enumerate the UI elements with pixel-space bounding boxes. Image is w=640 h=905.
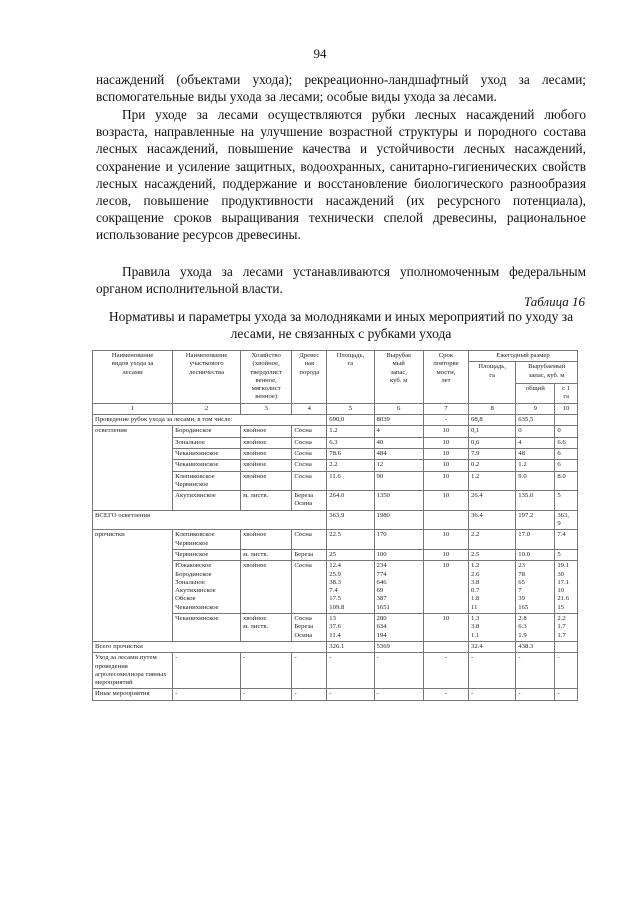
table-cell: 0: [555, 426, 578, 437]
table-cell: 234 774 646 69 387 1651: [374, 561, 423, 614]
header-period: Срок повторяе мости, лет: [423, 351, 468, 404]
table-cell: 6.6: [555, 437, 578, 448]
table-cell: 22.5: [327, 530, 374, 550]
table-cell: 68,8: [469, 415, 516, 426]
header-volume: Вырубае мый запас, куб. м: [374, 351, 423, 404]
table-cell: [555, 415, 578, 426]
table-cell: [423, 510, 468, 530]
table-cell: хвойное: [240, 460, 291, 471]
group-total-label: Всего прочистки: [93, 641, 327, 652]
table-cell: 1980: [374, 510, 423, 530]
table-cell: -: [240, 689, 291, 700]
paragraph-3: Правила ухода за лесами устанавливаются уполномоченным федеральным органом исполнительной власти.: [96, 264, 586, 297]
table-cell: хвойное: [240, 561, 291, 614]
table-cell: 1.2: [516, 460, 555, 471]
table-cell: 48: [516, 448, 555, 459]
table-cell: 90: [374, 471, 423, 491]
table-cell: 2.2 1.7 1.7: [555, 614, 578, 642]
table-cell: 5369: [374, 641, 423, 652]
table-cell: 10: [423, 530, 468, 550]
table-cell: 363, 9: [555, 510, 578, 530]
table-cell: 1.3 3.8 1.1: [469, 614, 516, 642]
table-body: [93, 415, 578, 701]
table-cell: Сосна Береза Осина: [292, 614, 327, 642]
table-cell: 280 634 194: [374, 614, 423, 642]
group-total-row: [93, 510, 578, 530]
table-cell: Бородинское: [173, 426, 241, 437]
column-index: 6: [374, 403, 423, 414]
table-cell: 7.9: [469, 448, 516, 459]
table-cell: хвойное: [240, 448, 291, 459]
table-cell: 2.2: [469, 530, 516, 550]
table-cell: -: [469, 689, 516, 700]
table-cell: 326.1: [327, 641, 374, 652]
table-cell: Чеканихинское: [173, 614, 241, 642]
table-cell: -: [374, 653, 423, 689]
work-kind-cell: Иные мероприятия: [93, 689, 173, 700]
table-cell: 2.8 6.3 1.9: [516, 614, 555, 642]
table-cell: [555, 641, 578, 652]
table-cell: Клепиковское Червинское: [173, 530, 241, 550]
table-cell: 5: [555, 491, 578, 511]
table-cell: 0,1: [469, 426, 516, 437]
table-cell: Чеканихинское: [173, 448, 241, 459]
column-index-row: [93, 403, 578, 414]
table-cell: 1.2 2.6 3.8 0.7 1.8 11: [469, 561, 516, 614]
table-cell: -: [469, 653, 516, 689]
table-cell: 10: [423, 491, 468, 511]
group-total-row: [93, 641, 578, 652]
table-cell: -: [555, 653, 578, 689]
norms-table: [92, 350, 578, 701]
table-cell: 10: [423, 471, 468, 491]
table-cell: Сосна: [292, 471, 327, 491]
table-row: [93, 530, 578, 550]
table-cell: 170: [374, 530, 423, 550]
table-cell: Сосна: [292, 448, 327, 459]
table-cell: -: [423, 653, 468, 689]
column-index: 9: [516, 403, 555, 414]
header-species: Древес ная порода: [292, 351, 327, 404]
table-cell: 0.2: [469, 460, 516, 471]
table-cell: -: [423, 415, 468, 426]
table-cell: -: [516, 653, 555, 689]
table-cell: 13 37.6 11.4: [327, 614, 374, 642]
column-index: 10: [555, 403, 578, 414]
table-cell: [423, 641, 468, 652]
column-index: 8: [469, 403, 516, 414]
table-cell: 484: [374, 448, 423, 459]
table-cell: 264.0: [327, 491, 374, 511]
table-cell: 5: [555, 549, 578, 560]
table-cell: -: [327, 653, 374, 689]
group-total-label: ВСЕГО осветления: [93, 510, 327, 530]
table-cell: 23 78 65 7 39 165: [516, 561, 555, 614]
table-cell: 197.2: [516, 510, 555, 530]
table-cell: хвойное: [240, 471, 291, 491]
table-cell: 363.9: [327, 510, 374, 530]
header-annual-volume: Вырубаемый запас, куб. м: [516, 362, 578, 384]
table-cell: 17.0: [516, 530, 555, 550]
table-cell: 1.2: [327, 426, 374, 437]
table-cell: 12: [374, 460, 423, 471]
table-cell: Береза Осина: [292, 491, 327, 511]
table-cell: 19.1 30 17.1 10 21.6 15: [555, 561, 578, 614]
table-cell: 40: [374, 437, 423, 448]
table-cell: Акутихинское: [173, 491, 241, 511]
table-cell: хвойное: [240, 437, 291, 448]
summary-label: Проведение рубок ухода за лесами, в том числе:: [93, 415, 327, 426]
table-row: [93, 689, 578, 700]
table-cell: 0: [516, 426, 555, 437]
header-farm: Хозяйство (хвойное, твердолист венное, мягколист венное): [240, 351, 291, 404]
table-cell: 10: [423, 549, 468, 560]
table-cell: 9.0: [516, 471, 555, 491]
table-cell: Сосна: [292, 530, 327, 550]
table-row: [93, 426, 578, 437]
table-cell: 10: [423, 448, 468, 459]
table-cell: -: [374, 689, 423, 700]
table-cell: хвойное: [240, 530, 291, 550]
table-cell: 8039: [374, 415, 423, 426]
table-cell: хвойное: [240, 426, 291, 437]
table-cell: 32.4: [469, 641, 516, 652]
column-index: 7: [423, 403, 468, 414]
summary-row: [93, 415, 578, 426]
paragraph-2: При уходе за лесами осуществляются рубки лесных насаждений любого возраста, направленные на улучшение возрастной структуры и породного состава лесных насаждений, повышение качества и устойчивости лесных насаждений, сохранение и усиление защитных, водоохранных, санитарно-гигиенических свойств лесных насаждений, поддержание и восстановление биологического разнообразия лесов, повышение продуктивности насаждений (их ресурсного потенциала), сокращение сроков выращивания технически спелой древесины, рациональное использование ресурсов древесины.: [96, 107, 586, 243]
column-index: 1: [93, 403, 173, 414]
table-cell: 10: [423, 561, 468, 614]
table-cell: Сосна: [292, 437, 327, 448]
column-index: 5: [327, 403, 374, 414]
table-cell: 6: [555, 460, 578, 471]
table-cell: 6: [555, 448, 578, 459]
table-cell: 10: [423, 426, 468, 437]
table-cell: 7.4: [555, 530, 578, 550]
table-cell: 2.2: [327, 460, 374, 471]
table-cell: м. листв.: [240, 549, 291, 560]
table-cell: -: [516, 689, 555, 700]
work-kind-cell: прочистки: [93, 530, 173, 642]
table-cell: 1350: [374, 491, 423, 511]
table-cell: -: [327, 689, 374, 700]
column-index: 4: [292, 403, 327, 414]
table-cell: 690,0: [327, 415, 374, 426]
table-cell: 2.5: [469, 549, 516, 560]
table-label: Таблица 16: [523, 294, 585, 309]
table-cell: -: [423, 689, 468, 700]
table-cell: 12.4 25.9 38.3 7.4 17.5 109.8: [327, 561, 374, 614]
page-number: 94: [313, 46, 327, 61]
column-index: 3: [240, 403, 291, 414]
table-cell: 0,6: [469, 437, 516, 448]
header-kind: Наименование видов ухода за лесами: [93, 351, 173, 404]
table-cell: Зональное: [173, 437, 241, 448]
header-forestry: Наименование участкового лесничества: [173, 351, 241, 404]
table-cell: 25: [327, 549, 374, 560]
table-cell: -: [292, 653, 327, 689]
table-cell: хвойное м. листв.: [240, 614, 291, 642]
table-cell: 26.4: [469, 491, 516, 511]
table-title: Нормативы и параметры ухода за молодняками и иных мероприятий по уходу за лесами, не связанных с рубками ухода: [108, 309, 574, 341]
table-cell: 635,5: [516, 415, 555, 426]
header-annual-area: Площадь, га: [469, 362, 516, 403]
work-kind-cell: осветления: [93, 426, 173, 510]
table-cell: м. листв.: [240, 491, 291, 511]
table-cell: 10.0: [516, 549, 555, 560]
header-per-ha: с 1 га: [555, 384, 578, 404]
table-cell: 4: [374, 426, 423, 437]
table-cell: 11.6: [327, 471, 374, 491]
column-index: 2: [173, 403, 241, 414]
table-cell: 438.3: [516, 641, 555, 652]
table-cell: -: [555, 689, 578, 700]
table-cell: 6.3: [327, 437, 374, 448]
table-cell: -: [173, 689, 241, 700]
table-cell: -: [292, 689, 327, 700]
table-cell: 36.4: [469, 510, 516, 530]
table-cell: 1.2: [469, 471, 516, 491]
table-cell: Сосна: [292, 561, 327, 614]
table-cell: 100: [374, 549, 423, 560]
table-cell: Чеканихинское: [173, 460, 241, 471]
header-total: общий: [516, 384, 555, 404]
paragraph-1: насаждений (объектами ухода); рекреационно-ландшафтный уход за лесами; вспомогательные виды ухода за лесами; особые виды ухода за лесами.: [96, 72, 586, 105]
table-cell: Береза: [292, 549, 327, 560]
table-cell: 135.0: [516, 491, 555, 511]
header-annual: Ежегодный размер: [469, 351, 578, 362]
table-cell: Южаковское Бородинское Зональное Акутихинское Обское Чеканихинское: [173, 561, 241, 614]
table-cell: Червинское: [173, 549, 241, 560]
table-row: [93, 653, 578, 689]
table-cell: Клепиковское Червинское: [173, 471, 241, 491]
header-area: Площадь, га: [327, 351, 374, 404]
table-cell: 78.6: [327, 448, 374, 459]
table-cell: 10: [423, 437, 468, 448]
table-cell: -: [240, 653, 291, 689]
table-cell: 4: [516, 437, 555, 448]
work-kind-cell: Уход за лесами путем проведения агролесомелиора тивных мероприятий: [93, 653, 173, 689]
table-cell: 10: [423, 460, 468, 471]
table-cell: Сосна: [292, 426, 327, 437]
table-cell: Сосна: [292, 460, 327, 471]
table-cell: 8.0: [555, 471, 578, 491]
table-cell: -: [173, 653, 241, 689]
table-cell: 10: [423, 614, 468, 642]
